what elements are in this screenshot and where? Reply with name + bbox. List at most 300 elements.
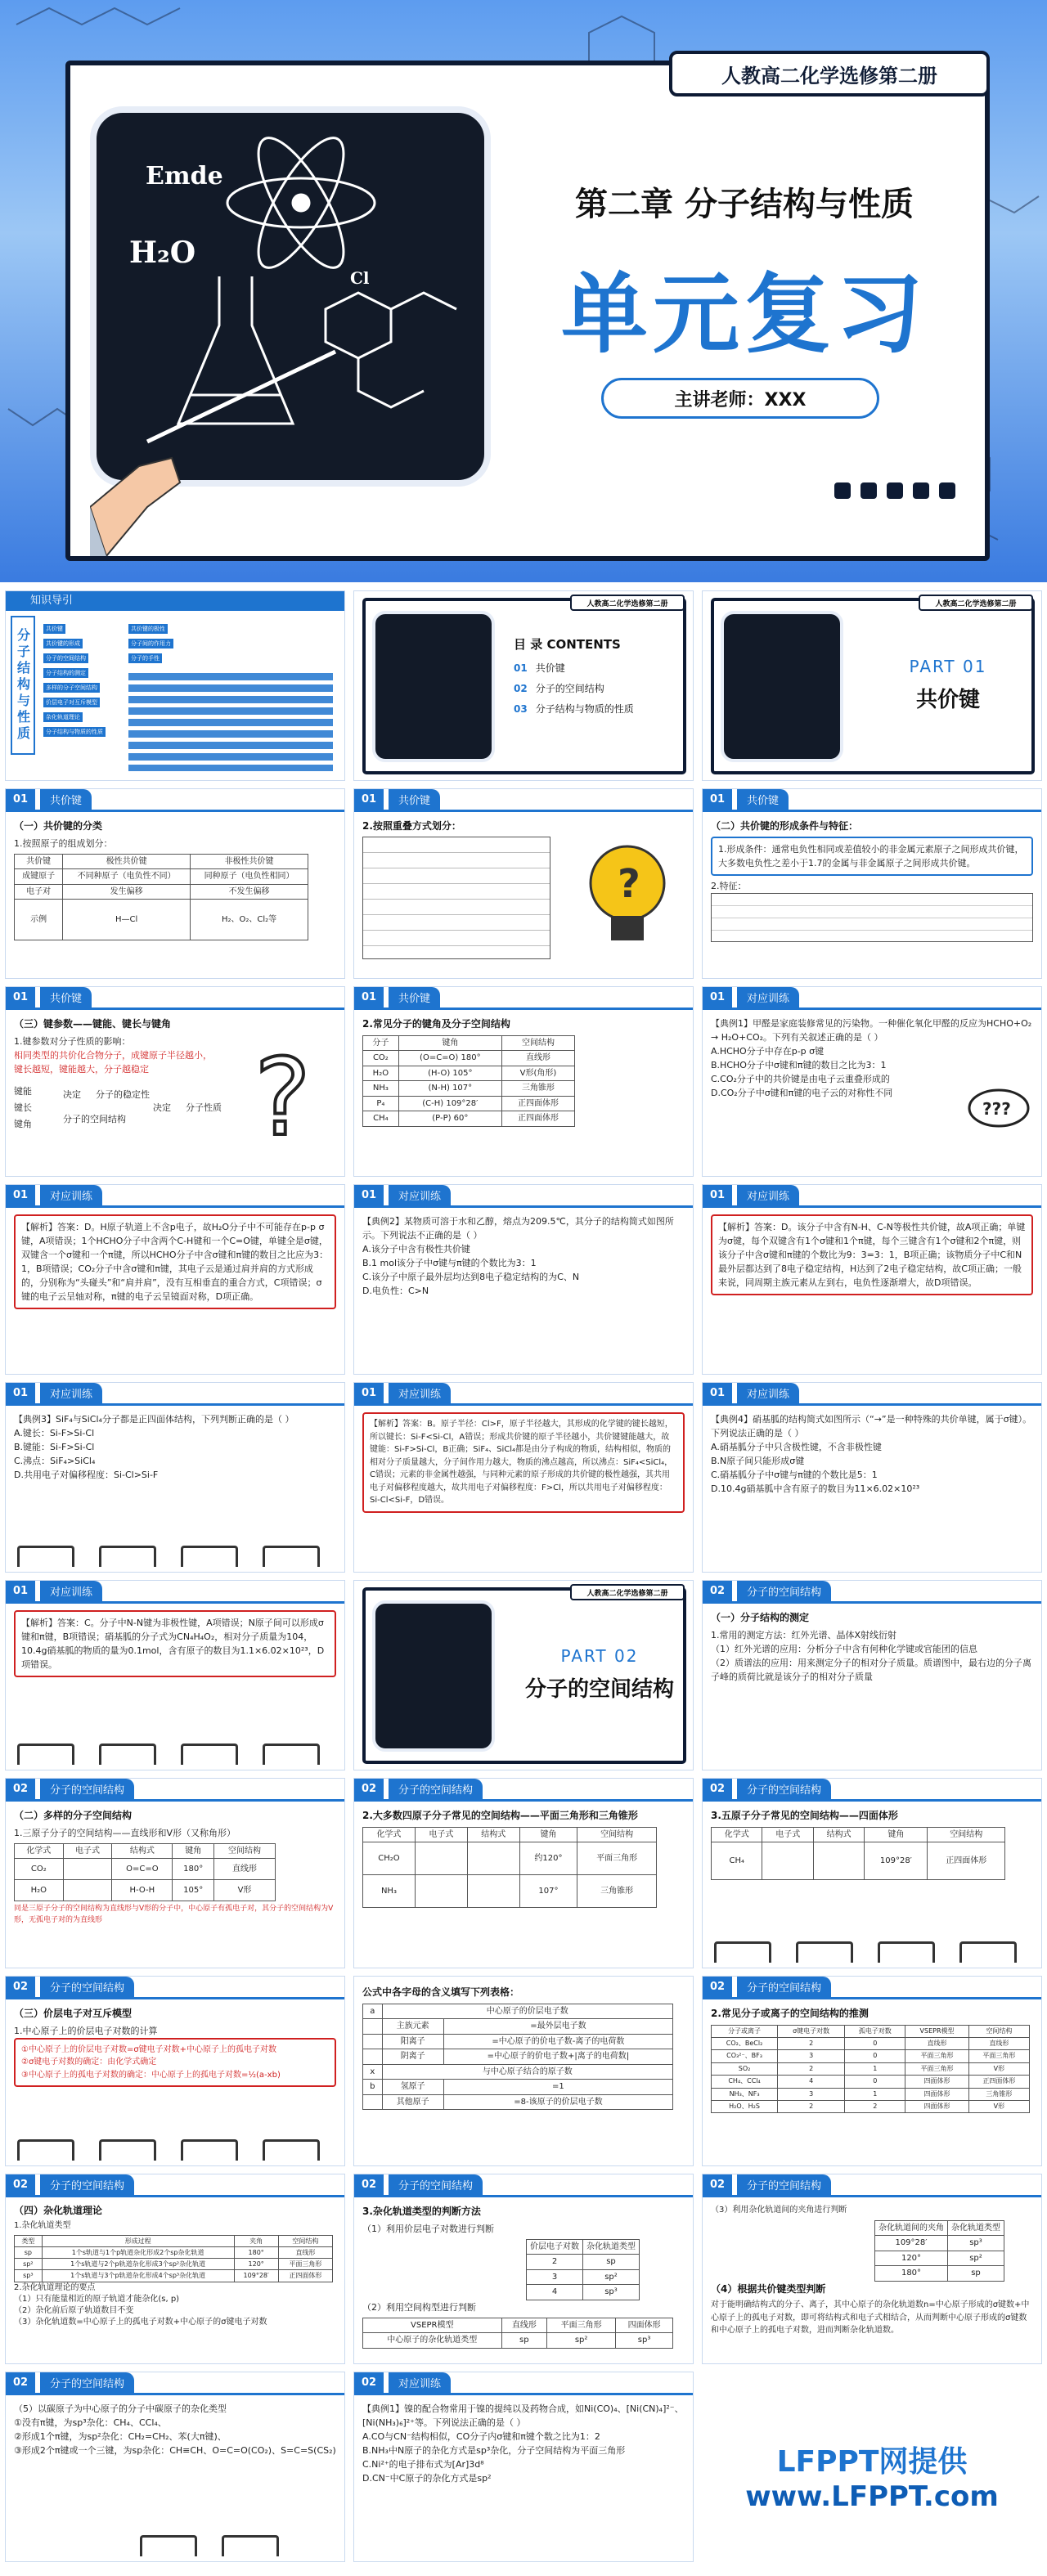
toc-num: 02 bbox=[514, 682, 528, 694]
red-note: 同是三原子分子的空间结构为直线形与V形的分子中，中心原子有孤电子对，其分子的空间结构为V形，无孤电子对的为直线形 bbox=[14, 1905, 334, 1925]
subheading: 2.杂化轨道理论的要点 bbox=[14, 2282, 96, 2292]
table-cell: 平面三角形 bbox=[577, 1842, 657, 1875]
section-number: 01 bbox=[6, 1383, 35, 1403]
table-cell: CO₂ bbox=[363, 1051, 399, 1066]
table-cell: 约120° bbox=[519, 1842, 577, 1875]
part2-badge: 人教高二化学选修第二册 bbox=[570, 1584, 685, 1600]
section-title: 分子的空间结构 bbox=[40, 1977, 134, 1997]
subheading: 1.按照原子的组成划分： bbox=[14, 837, 113, 849]
option-d[interactable]: D.10.4g硝基胍中含有原子的数目为11×6.02×10²³ bbox=[711, 1483, 920, 1495]
table-cell: 2 bbox=[527, 2255, 583, 2270]
section-number: 02 bbox=[703, 1779, 732, 1799]
option-c[interactable]: C.沸点：SiF₄>SiCl₄ bbox=[14, 1456, 96, 1467]
analysis-box: 【解析】答案：B。原子半径：Cl>F，原子半径越大，其形成的化学键的键长越短，所以键长：Si-F<Si-Cl，A错误；形成共价键的原子半径越小，共价键键能越大，故键能：Si-F>Si-Cl，B正确；SiF₄、SiCl₄都是由分子构成的物质，结构相似，物质的相对分子质量越大，分子间作用力越大，物质的沸点越高，所以沸点：SiF₄<SiCl₄，C错误；元素的非金属性越强，与同种元素的原子形成的共价键的极性越强，其共用电子对偏移程度越大，故共用电子对偏移程度：F>Cl，所以共用电子对偏移程度：Si-Cl<Si-F，D错误。 bbox=[362, 1412, 685, 1513]
table-cell: 中心原子的价层电子数 bbox=[382, 2004, 672, 2019]
table-cell: sp bbox=[583, 2255, 640, 2270]
option-b[interactable]: B.1 mol该分子中σ键与π键的个数比为3：1 bbox=[362, 1258, 537, 1269]
option-c[interactable]: C.硝基胍分子中σ键与π键的个数比是5：1 bbox=[711, 1470, 878, 1481]
question: 【典例4】硝基胍的结构简式如图所示（“→”是一种特殊的共价单键，属于σ键）。下列说法正确的是（ ） bbox=[711, 1414, 1032, 1439]
slide-knowledge-map[interactable] bbox=[5, 590, 345, 781]
angle-hybrid-table bbox=[874, 2220, 1004, 2282]
option-a[interactable]: A.该分子中含有极性共价键 bbox=[362, 1244, 470, 1255]
heading: 2.常见分子或离子的空间结构的推测 bbox=[711, 2008, 869, 2019]
desk-shape bbox=[222, 2535, 279, 2556]
table-cell: 化学式 bbox=[363, 1827, 416, 1842]
table-cell: 不发生偏移 bbox=[191, 884, 308, 900]
table-cell: 直线形 bbox=[501, 1051, 574, 1066]
table-cell: 杂化轨道间的夹角 bbox=[875, 2220, 948, 2236]
slide-exercise-3[interactable] bbox=[5, 1382, 345, 1573]
slide-toc[interactable] bbox=[353, 590, 694, 781]
table-cell: V形(角形) bbox=[501, 1066, 574, 1081]
option-a[interactable]: A.键长：Si-F>Si-Cl bbox=[14, 1428, 95, 1439]
heading: （一）共价键的分类 bbox=[14, 820, 103, 832]
table-cell: CO₃²⁻、BF₃ bbox=[712, 2050, 778, 2062]
slide-exercise-1-analysis[interactable] bbox=[5, 1184, 345, 1375]
table-cell: 平面三角形 bbox=[278, 2259, 332, 2270]
table-cell: 直线形 bbox=[905, 2037, 968, 2049]
rule-3: ③中心原子上的孤电子对数的确定：中心原子上的孤电子对数=½(a-xb) bbox=[21, 2070, 281, 2080]
toc-item-1[interactable] bbox=[514, 658, 634, 679]
table-cell: 四面体形 bbox=[905, 2100, 968, 2112]
km-item: 共价键 bbox=[43, 624, 65, 634]
table-cell: VSEPR模型 bbox=[363, 2318, 502, 2333]
slide-tetraatomic-structures[interactable] bbox=[353, 1778, 694, 1968]
slide-exercise-1[interactable] bbox=[702, 986, 1042, 1177]
paragraph: 1.中心原子上的价层电子对数的计算 bbox=[14, 2025, 158, 2036]
table-cell: CO₂、BeCl₂ bbox=[712, 2037, 778, 2049]
slide-covalent-classification[interactable] bbox=[5, 788, 345, 979]
slide-pentaatomic-structures[interactable] bbox=[702, 1778, 1042, 1968]
slide-bond-parameters[interactable] bbox=[5, 986, 345, 1177]
table-cell: 直线形 bbox=[214, 1859, 276, 1880]
overlap-table bbox=[362, 837, 550, 959]
table-cell bbox=[415, 1842, 467, 1875]
paragraph: （2）杂化前后原子轨道数目不变 bbox=[14, 2305, 134, 2315]
desk-shape bbox=[181, 1546, 238, 1567]
desk-shape bbox=[17, 2139, 74, 2161]
red-note: 相同类型的共价化合物分子，成键原子半径越小，键长越短，键能越大，分子越稳定 bbox=[14, 1049, 212, 1075]
slide-carbon-hybridization[interactable] bbox=[5, 2372, 345, 2562]
desk-shape bbox=[263, 2139, 320, 2161]
section-title: 对应训练 bbox=[40, 1383, 102, 1403]
slide-exercise-2[interactable] bbox=[353, 1184, 694, 1375]
table-cell: 120° bbox=[234, 2259, 278, 2270]
question: 【典例2】某物质可溶于水和乙醇，熔点为209.5℃，其分子的结构简式如图所示。下列说法不正确的是（ ） bbox=[362, 1216, 674, 1241]
km-item: 价层电子对互斥模型 bbox=[43, 698, 100, 707]
section-number: 01 bbox=[354, 1383, 384, 1403]
table-cell: (C-H) 109°28′ bbox=[398, 1096, 501, 1111]
section-title: 共价键 bbox=[40, 789, 92, 810]
paragraph: （2）质谱法的应用：用来测定分子的相对分子质量。质谱图中，最右边的分子离子峰的质荷比就是该分子的相对分子质量 bbox=[711, 1657, 1031, 1682]
toc-badge: 人教高二化学选修第二册 bbox=[570, 595, 685, 611]
pagination-dots bbox=[834, 482, 955, 499]
km-item: 共价键的极性 bbox=[128, 624, 168, 634]
section-number: 02 bbox=[6, 2372, 35, 2393]
slide-exercise-2-analysis[interactable] bbox=[702, 1184, 1042, 1375]
heading: （三）键参数——键能、键长与键角 bbox=[14, 1018, 172, 1030]
table-cell: 109°28′ bbox=[875, 2236, 948, 2251]
table-cell bbox=[363, 2019, 383, 2035]
rule-1: ①中心原子上的价层电子对数=σ键电子对数+中心原子上的孤电子对数 bbox=[21, 2044, 277, 2054]
section-title: 分子的空间结构 bbox=[389, 1779, 483, 1799]
table-cell: 电子式 bbox=[762, 1827, 813, 1842]
table-cell: 120° bbox=[875, 2251, 948, 2266]
table-cell: 空间结构 bbox=[214, 1843, 276, 1859]
hand-pointer-illustration bbox=[90, 343, 368, 556]
option-c[interactable]: C.Ni²⁺的电子排布式为[Ar]3d⁸ bbox=[362, 2459, 484, 2471]
section-title: 对应训练 bbox=[389, 1383, 451, 1403]
slide-vsepr-formula[interactable] bbox=[353, 1976, 694, 2166]
heading: 2.常见分子的键角及分子空间结构 bbox=[362, 1018, 510, 1030]
table-cell: 空间结构 bbox=[928, 1827, 1005, 1842]
pentaatomic-table bbox=[711, 1827, 1005, 1881]
table-cell: 空间结构 bbox=[577, 1827, 657, 1842]
rule-2: ②σ键电子对数的确定：由化学式确定 bbox=[21, 2058, 157, 2067]
table-cell: 直线形 bbox=[278, 2246, 332, 2258]
table-cell: 0 bbox=[845, 2076, 905, 2088]
desk-shape bbox=[263, 1546, 320, 1567]
part2-title: 分子的空间结构 bbox=[524, 1677, 674, 1702]
knowledge-map-header: 知识导引 bbox=[6, 591, 344, 611]
table-cell: 三角锥形 bbox=[501, 1081, 574, 1097]
table-cell: 价层电子对数 bbox=[527, 2239, 583, 2255]
table-cell: x bbox=[363, 2064, 383, 2080]
table-cell: =中心原子的价电子数-离子的电荷数 bbox=[443, 2034, 672, 2049]
heading: （二）多样的分子空间结构 bbox=[14, 1810, 133, 1821]
table-cell: 1个s轨道与3个p轨道杂化形成4个sp³杂化轨道 bbox=[42, 2270, 234, 2282]
bond-angle-table bbox=[362, 1035, 575, 1127]
desk-shape bbox=[99, 1546, 156, 1567]
table-cell: H₂O、H₂S bbox=[712, 2100, 778, 2112]
table-cell: P₄ bbox=[363, 1096, 399, 1111]
slide-structure-measurement[interactable] bbox=[702, 1580, 1042, 1770]
table-cell: sp² bbox=[583, 2269, 640, 2285]
desk-shape bbox=[263, 1744, 320, 1765]
hero-title: 单元复习 bbox=[561, 264, 928, 365]
pair-count-table bbox=[526, 2239, 640, 2300]
table-cell: sp² bbox=[547, 2333, 616, 2349]
paragraph: （1）利用价层电子对数进行判断 bbox=[362, 2223, 494, 2234]
table-cell: 化学式 bbox=[712, 1827, 762, 1842]
slide-exercise-4-analysis[interactable] bbox=[5, 1580, 345, 1770]
feature-table bbox=[711, 893, 1033, 942]
question: 【典例3】SiF₄与SiCl₄分子都是正四面体结构，下列判断正确的是（ ） bbox=[14, 1414, 294, 1425]
table-cell: 成键原子 bbox=[15, 869, 63, 885]
section-title: 对应训练 bbox=[389, 1185, 451, 1205]
analysis-box: 【解析】答案：D。H原子轨道上不含p电子，故H₂O分子中不可能存在p-p σ键，A项错误；1个HCHO分子中含两个C-H键和一个C=O键，单键全是σ键，双键含一个σ键和一个π键，所以HCHO分子中含σ键和π键的数目之比应为3：1，B项错误；CO₂分子中含σ键和π键，其电子云是通过肩并肩的方式形成的，分别称为“头碰头”和“肩并肩”，没有互相垂直的重合方式，C项错误；σ键的电子云呈轴对称，π键的电子云呈镜面对称，D项正确。 bbox=[14, 1214, 336, 1309]
formation-condition-box: 1.形成条件：通常电负性相同或差值较小的非金属元素原子之间形成共价键，大多数电负性之差小于1.7的金属与非金属原子之间形成共价键。 bbox=[711, 837, 1033, 876]
table-cell: a bbox=[363, 2004, 383, 2019]
table-cell: 2 bbox=[778, 2062, 845, 2075]
subheading: 1.三原子分子的空间结构——直线形和V形（又称角形） bbox=[14, 1827, 236, 1838]
lightbulb-icon bbox=[578, 838, 676, 961]
table-cell: (H-O) 105° bbox=[398, 1066, 501, 1081]
part1-badge: 人教高二化学选修第二册 bbox=[919, 595, 1033, 611]
desk-shape bbox=[17, 1546, 74, 1567]
table-cell: O=C=O bbox=[112, 1859, 173, 1880]
table-cell: 空间结构 bbox=[278, 2235, 332, 2246]
hero-cover-slide[interactable] bbox=[0, 0, 1047, 582]
heading: （三）价层电子对互斥模型 bbox=[14, 2008, 133, 2019]
table-cell: 四面体形 bbox=[616, 2318, 673, 2333]
table-cell: NH₃ bbox=[363, 1081, 399, 1097]
book-badge: 人教高二化学选修第二册 bbox=[669, 51, 990, 96]
table-cell: 化学式 bbox=[15, 1843, 64, 1859]
section-title: 分子的空间结构 bbox=[389, 2174, 483, 2195]
table-cell bbox=[363, 2034, 383, 2049]
table-cell: SO₂ bbox=[712, 2062, 778, 2075]
table-cell: 极性共价键 bbox=[63, 854, 191, 869]
table-cell bbox=[415, 1875, 467, 1908]
slide-hybrid-angle-judgement[interactable] bbox=[702, 2174, 1042, 2364]
section-title: 对应训练 bbox=[389, 2372, 451, 2393]
table-cell: 正四面体形 bbox=[501, 1111, 574, 1127]
paragraph: （3）杂化轨道数=中心原子上的孤电子对数+中心原子的σ键电子对数 bbox=[14, 2317, 267, 2327]
heading: （四）杂化轨道理论 bbox=[14, 2205, 103, 2216]
paragraph: （5）以碳原子为中心原子的分子中碳原子的杂化类型 bbox=[14, 2403, 227, 2414]
table-cell: 四面体形 bbox=[905, 2088, 968, 2100]
slide-vsepr-model[interactable] bbox=[5, 1976, 345, 2166]
slide-vsepr-prediction[interactable] bbox=[702, 1976, 1042, 2166]
table-cell: NH₃、NF₃ bbox=[712, 2088, 778, 2100]
table-cell: 杂化轨道类型 bbox=[583, 2239, 640, 2255]
board-text-cl: Cl bbox=[350, 268, 370, 288]
table-cell: NH₃ bbox=[363, 1875, 416, 1908]
table-cell bbox=[63, 1880, 112, 1901]
table-cell: 同种原子（电负性相同） bbox=[191, 869, 308, 885]
table-cell: sp bbox=[501, 2333, 547, 2349]
table-cell bbox=[813, 1842, 864, 1880]
slide-covalent-conditions[interactable] bbox=[702, 788, 1042, 979]
section-number: 01 bbox=[354, 789, 384, 810]
section-title: 分子的空间结构 bbox=[737, 1779, 831, 1799]
table-cell: 直线形 bbox=[501, 2318, 547, 2333]
table-cell: 电子式 bbox=[63, 1843, 112, 1859]
km-item: 分子结构与物质的性质 bbox=[43, 727, 106, 737]
knowledge-map-detail-boxes bbox=[128, 673, 333, 771]
table-cell: CO₂ bbox=[15, 1859, 64, 1880]
teacher-label: 主讲老师：XXX bbox=[601, 378, 879, 419]
table-cell: 0 bbox=[845, 2037, 905, 2049]
table-cell: 3 bbox=[778, 2050, 845, 2062]
table-cell: 3 bbox=[527, 2269, 583, 2285]
question: 【典例1】镍的配合物常用于镍的提纯以及药物合成，如Ni(CO)₄、[Ni(CN)₄]²⁻、[Ni(NH₃)₆]²⁺等。下列说法正确的是（ ） bbox=[362, 2403, 684, 2429]
table-cell: 2 bbox=[845, 2100, 905, 2112]
desk-shape bbox=[181, 1744, 238, 1765]
footer-brand[interactable] bbox=[708, 2385, 1036, 2566]
table-cell: 2 bbox=[778, 2037, 845, 2049]
paragraph: （4）根据共价键类型判断 bbox=[711, 2282, 826, 2295]
toc-list bbox=[514, 632, 634, 720]
question-mark-icon bbox=[254, 1044, 328, 1151]
table-cell: 电子对 bbox=[15, 884, 63, 900]
section-title: 共价键 bbox=[737, 789, 789, 810]
table-cell: 杂化轨道类型 bbox=[948, 2220, 1004, 2236]
km-item: 分子的手性 bbox=[128, 653, 162, 663]
table-cell: 三角锥形 bbox=[968, 2088, 1029, 2100]
table-cell: H-O-H bbox=[112, 1880, 173, 1901]
table-cell: 109°28′ bbox=[234, 2270, 278, 2282]
option-b[interactable]: B.N原子间只能形成σ键 bbox=[711, 1456, 805, 1467]
option-c[interactable]: C.该分子中原子最外层均达到8电子稳定结构的为C、N bbox=[362, 1272, 580, 1283]
paragraph: （2）利用空间构型进行判断 bbox=[362, 2301, 476, 2313]
table-cell: 正四面体形 bbox=[928, 1842, 1005, 1880]
part1-blackboard bbox=[721, 611, 843, 762]
table-cell: 键角 bbox=[865, 1827, 928, 1842]
table-cell bbox=[467, 1842, 519, 1875]
table-cell: 分子或离子 bbox=[712, 2025, 778, 2037]
footer-brand-url[interactable]: www.LFPPT.com bbox=[745, 2480, 999, 2513]
table-cell: 键角 bbox=[398, 1035, 501, 1051]
section-title: 分子的空间结构 bbox=[737, 1977, 831, 1997]
slide-part-02[interactable] bbox=[353, 1580, 694, 1770]
thinking-bubble-icon bbox=[966, 1085, 1031, 1134]
table-cell: H₂O bbox=[15, 1880, 64, 1901]
slide-triatomic-structures[interactable] bbox=[5, 1778, 345, 1968]
table-cell: sp³ bbox=[583, 2285, 640, 2300]
option-a[interactable]: A.硝基胍分子中只含极性键，不含非极性键 bbox=[711, 1442, 882, 1453]
desk-shape bbox=[99, 2139, 156, 2161]
section-number: 02 bbox=[6, 1977, 35, 1997]
table-cell: sp bbox=[948, 2266, 1004, 2282]
desk-shape bbox=[99, 1744, 156, 1765]
section-title: 对应训练 bbox=[40, 1185, 102, 1205]
table-cell: 电子式 bbox=[415, 1827, 467, 1842]
table-cell: 共价键 bbox=[15, 854, 63, 869]
section-title: 分子的空间结构 bbox=[40, 2174, 134, 2195]
slide-hybrid-orbital-theory[interactable] bbox=[5, 2174, 345, 2364]
slide-bond-angles[interactable] bbox=[353, 986, 694, 1177]
paragraph: 对于能明确结构式的分子、离子，其中心原子的杂化轨道数n=中心原子形成的σ键数+中心原子上的孤电子对数，即可将结构式和电子式相结合，从而判断中心原子形成的σ键数和中心原子上的孤电子对数，进而判断杂化轨道数。 bbox=[711, 2300, 1030, 2336]
table-cell: =1 bbox=[443, 2080, 672, 2095]
table-cell: 平面三角形 bbox=[968, 2050, 1029, 2062]
table-cell: (N-H) 107° bbox=[398, 1081, 501, 1097]
table-cell: 1 bbox=[845, 2088, 905, 2100]
section-title: 共价键 bbox=[389, 987, 440, 1008]
section-number: 01 bbox=[6, 1581, 35, 1601]
table-cell: 空间结构 bbox=[968, 2025, 1029, 2037]
table-cell: 结构式 bbox=[467, 1827, 519, 1842]
section-title: 分子的空间结构 bbox=[737, 1581, 831, 1601]
toc-label: 分子的空间结构 bbox=[535, 682, 604, 694]
table-cell: 非极性共价键 bbox=[191, 854, 308, 869]
option-d[interactable]: D.CO₂分子中σ键和π键的电子云的对称性不同 bbox=[711, 1088, 893, 1099]
table-cell: sp² bbox=[948, 2251, 1004, 2266]
table-cell: 键角 bbox=[173, 1843, 214, 1859]
slide-covalent-overlap[interactable] bbox=[353, 788, 694, 979]
slide-hybrid-type-judgement[interactable] bbox=[353, 2174, 694, 2364]
table-cell: 分子 bbox=[363, 1035, 399, 1051]
table-cell: 中心原子的杂化轨道类型 bbox=[363, 2333, 502, 2349]
table-cell: 不同种原子（电负性不同） bbox=[63, 869, 191, 885]
table-cell: 3 bbox=[778, 2088, 845, 2100]
slide-exercise-4[interactable] bbox=[702, 1382, 1042, 1573]
section-number: 02 bbox=[703, 1977, 732, 1997]
section-number: 02 bbox=[6, 1779, 35, 1799]
table-cell: 孤电子对数 bbox=[845, 2025, 905, 2037]
desk-illustration bbox=[17, 2524, 333, 2556]
subheading: 1.键参数对分子性质的影响： bbox=[14, 1035, 131, 1047]
section-title: 分子的空间结构 bbox=[737, 2174, 831, 2195]
table-cell bbox=[363, 2049, 383, 2065]
table-cell: 平面三角形 bbox=[547, 2318, 616, 2333]
feature-label: 2.特征： bbox=[711, 880, 747, 891]
table-cell: sp² bbox=[15, 2259, 43, 2270]
option-c[interactable]: C.CO₂分子中的共价键是由电子云重叠形成的 bbox=[711, 1074, 890, 1085]
option-b[interactable]: B.HCHO分子中σ键和π键的数目之比为3：1 bbox=[711, 1060, 887, 1071]
table-cell: 平面三角形 bbox=[905, 2062, 968, 2075]
bond-parameter-tree: 键能 键长 键角 决定 分子的稳定性 分子的空间结构 决定 分子性质 bbox=[14, 1085, 222, 1129]
part1-title: 共价键 bbox=[915, 688, 980, 712]
table-cell: 键角 bbox=[519, 1827, 577, 1842]
table-cell: 形成过程 bbox=[42, 2235, 234, 2246]
knowledge-map-side-title: 分子结构与性质 bbox=[11, 616, 35, 755]
table-cell: =中心原子的价电子数+|离子的电荷数| bbox=[443, 2049, 672, 2065]
option-d[interactable]: D.共用电子对偏移程度：Si-Cl>Si-F bbox=[14, 1470, 159, 1481]
vsepr-hybrid-table bbox=[362, 2318, 673, 2349]
desk-shape bbox=[878, 1941, 935, 1963]
option-b[interactable]: B.NH₃中N原子的杂化方式是sp³杂化，分子空间结构为平面三角形 bbox=[362, 2445, 626, 2457]
toc-item-3[interactable] bbox=[514, 699, 634, 720]
table-cell: 107° bbox=[519, 1875, 577, 1908]
table-cell: 发生偏移 bbox=[63, 884, 191, 900]
option-a[interactable]: A.HCHO分子中存在p-p σ键 bbox=[711, 1046, 825, 1057]
section-number: 01 bbox=[703, 789, 732, 810]
slide-part-01[interactable] bbox=[702, 590, 1042, 781]
km-item: 多样的分子空间结构 bbox=[43, 683, 100, 693]
toc-item-2[interactable] bbox=[514, 679, 634, 699]
section-number: 02 bbox=[703, 2174, 732, 2195]
desk-illustration bbox=[17, 1732, 333, 1765]
table-cell: 氢原子 bbox=[382, 2080, 443, 2095]
table-cell: CH₂O bbox=[363, 1842, 416, 1875]
table-cell: 与中心原子结合的原子数 bbox=[382, 2064, 672, 2080]
table-cell bbox=[63, 1859, 112, 1880]
option-d[interactable]: D.电负性：C>N bbox=[362, 1286, 429, 1297]
table-cell: b bbox=[363, 2080, 383, 2095]
paragraph: ②形成1个π键，为sp²杂化：CH₂=CH₂、苯(大π键)、 bbox=[14, 2431, 227, 2443]
km-item: 共价键的形成 bbox=[43, 639, 83, 648]
board-text-h2o: H₂O bbox=[129, 236, 196, 270]
slide-exercise-5[interactable] bbox=[353, 2372, 694, 2562]
tetraatomic-table bbox=[362, 1827, 657, 1909]
table-cell bbox=[762, 1842, 813, 1880]
desk-shape bbox=[140, 2535, 197, 2556]
svg-text:?: ? bbox=[254, 1044, 311, 1151]
heading: 公式中各字母的含义填写下列表格： bbox=[362, 1986, 520, 1998]
section-number: 01 bbox=[6, 1185, 35, 1205]
option-d[interactable]: D.CN⁻中C原子的杂化方式是sp² bbox=[362, 2473, 492, 2484]
table-cell: 1 bbox=[845, 2062, 905, 2075]
table-cell bbox=[363, 2094, 383, 2110]
heading: 2.按照重叠方式划分： bbox=[362, 820, 461, 832]
option-b[interactable]: B.键能：Si-F>Si-Cl bbox=[14, 1442, 95, 1453]
table-cell: 正四面体形 bbox=[968, 2076, 1029, 2088]
subheading: 1.杂化轨道类型 bbox=[14, 2220, 71, 2230]
table-cell: 示例 bbox=[15, 900, 63, 940]
paragraph: 1.常用的测定方法：红外光谱、晶体X射线衍射 bbox=[711, 1629, 897, 1640]
table-cell: sp³ bbox=[948, 2236, 1004, 2251]
paragraph: （3）利用杂化轨道间的夹角进行判断 bbox=[711, 2206, 847, 2215]
option-a[interactable]: A.CO与CN⁻结构相似，CO分子内σ键和π键个数之比为1：2 bbox=[362, 2431, 600, 2443]
toc-label: 分子结构与物质的性质 bbox=[535, 702, 634, 715]
section-title: 对应训练 bbox=[40, 1581, 102, 1601]
table-cell: σ键电子对数 bbox=[778, 2025, 845, 2037]
svg-text:???: ??? bbox=[982, 1099, 1011, 1119]
table-cell: 平面三角形 bbox=[905, 2050, 968, 2062]
slide-exercise-3-analysis[interactable] bbox=[353, 1382, 694, 1573]
